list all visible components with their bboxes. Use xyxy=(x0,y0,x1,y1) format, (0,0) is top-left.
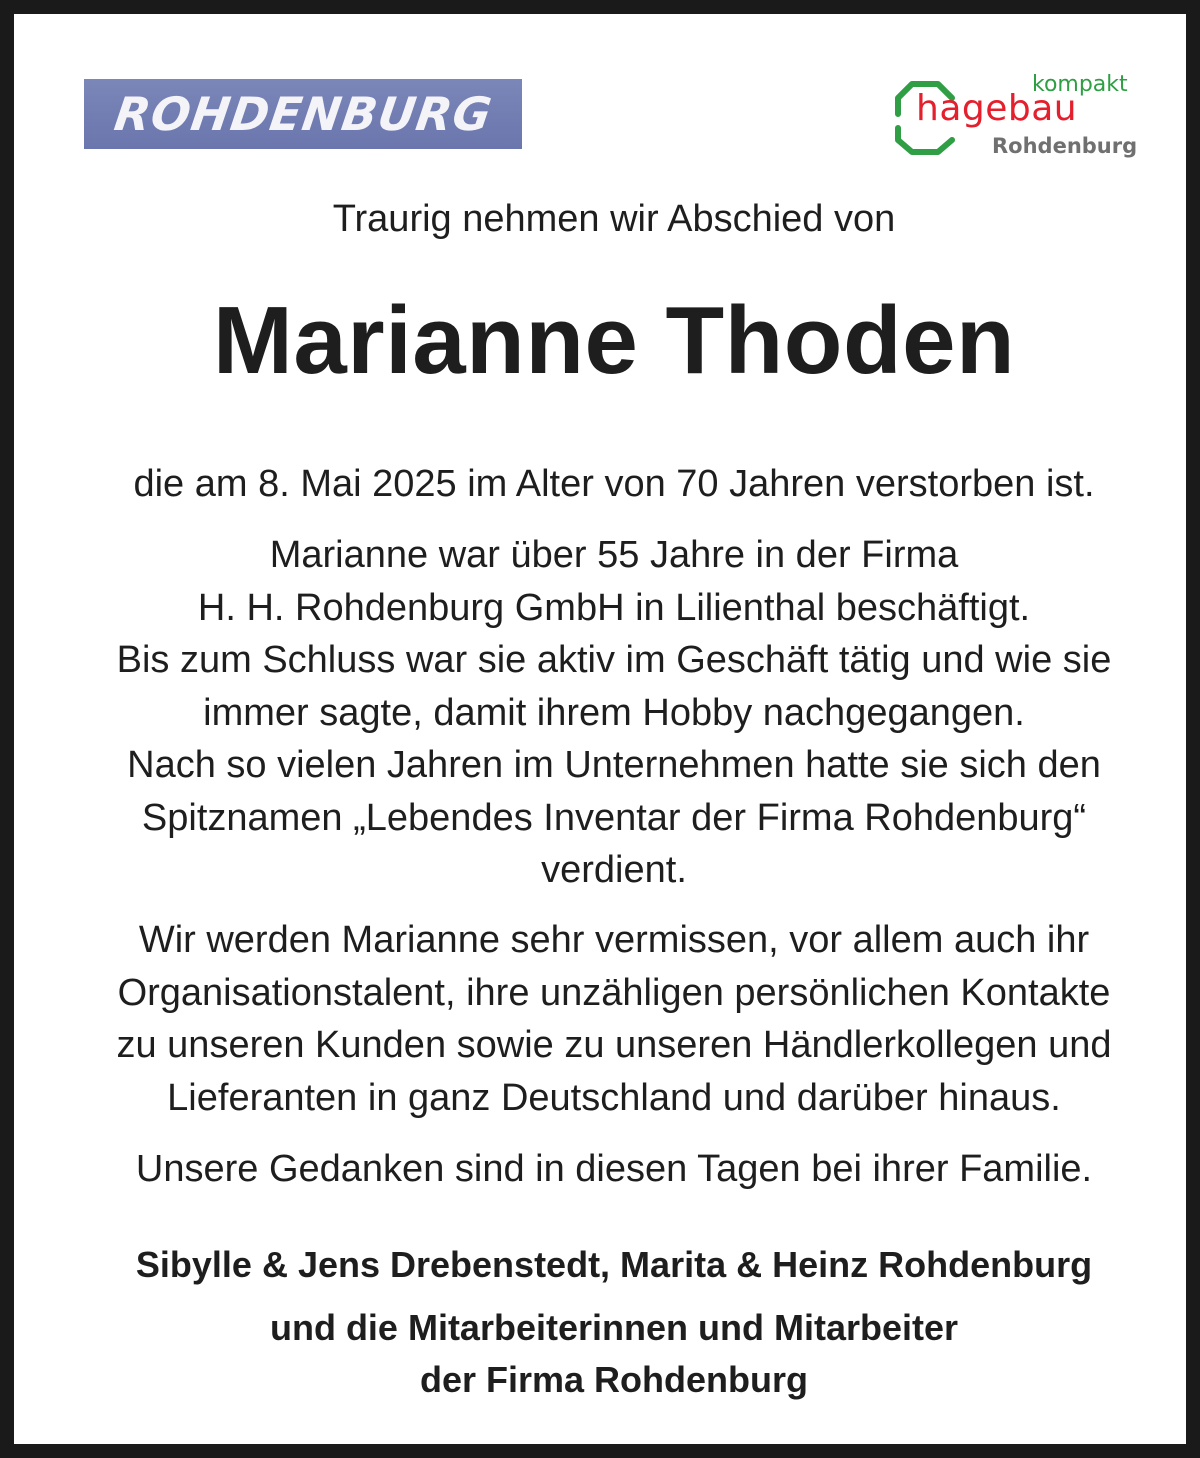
tribute-line: Organisationstalent, ihre unzähligen persönlichen Kontakte xyxy=(117,972,1111,1014)
hagebau-label: hagebau xyxy=(916,88,1078,129)
kompakt-label: kompakt xyxy=(1032,72,1128,97)
tribute-line: zu unseren Kunden sowie zu unseren Händlerkollegen und xyxy=(116,1024,1112,1066)
signature-line: Sibylle & Jens Drebenstedt, Marita & Heinz Rohdenburg xyxy=(135,1244,1093,1285)
rohdenburg-logo-text: ROHDENBURG xyxy=(110,87,496,141)
career-line: Nach so vielen Jahren im Unternehmen hatte sie sich den xyxy=(127,744,1101,786)
career-line: H. H. Rohdenburg GmbH in Lilienthal beschäftigt. xyxy=(197,587,1031,629)
family-thoughts-line: Unsere Gedanken sind in diesen Tagen bei ihrer Familie. xyxy=(135,1148,1093,1190)
rohdenburg-logo xyxy=(84,79,522,149)
career-line: verdient. xyxy=(541,849,687,891)
signature-line: der Firma Rohdenburg xyxy=(419,1359,809,1400)
career-line: Spitznamen „Lebendes Inventar der Firma Rohdenburg“ xyxy=(141,797,1087,839)
career-line: Marianne war über 55 Jahre in der Firma xyxy=(269,534,959,576)
intro-line: Traurig nehmen wir Abschied von xyxy=(332,198,896,240)
death-date-line: die am 8. Mai 2025 im Alter von 70 Jahren verstorben ist. xyxy=(133,463,1095,505)
deceased-name: Marianne Thoden xyxy=(212,287,1016,394)
tribute-line: Wir werden Marianne sehr vermissen, vor allem auch ihr xyxy=(138,919,1090,961)
hagebau-kompakt-logo xyxy=(890,72,1140,167)
tribute-line: Lieferanten in ganz Deutschland und darüber hinaus. xyxy=(167,1077,1061,1119)
signature-line: und die Mitarbeiterinnen und Mitarbeiter xyxy=(269,1307,959,1348)
hagebau-location-label: Rohdenburg xyxy=(992,134,1138,158)
career-line: Bis zum Schluss war sie aktiv im Geschäft tätig und wie sie xyxy=(116,639,1112,681)
career-line: immer sagte, damit ihrem Hobby nachgegangen. xyxy=(203,692,1025,734)
